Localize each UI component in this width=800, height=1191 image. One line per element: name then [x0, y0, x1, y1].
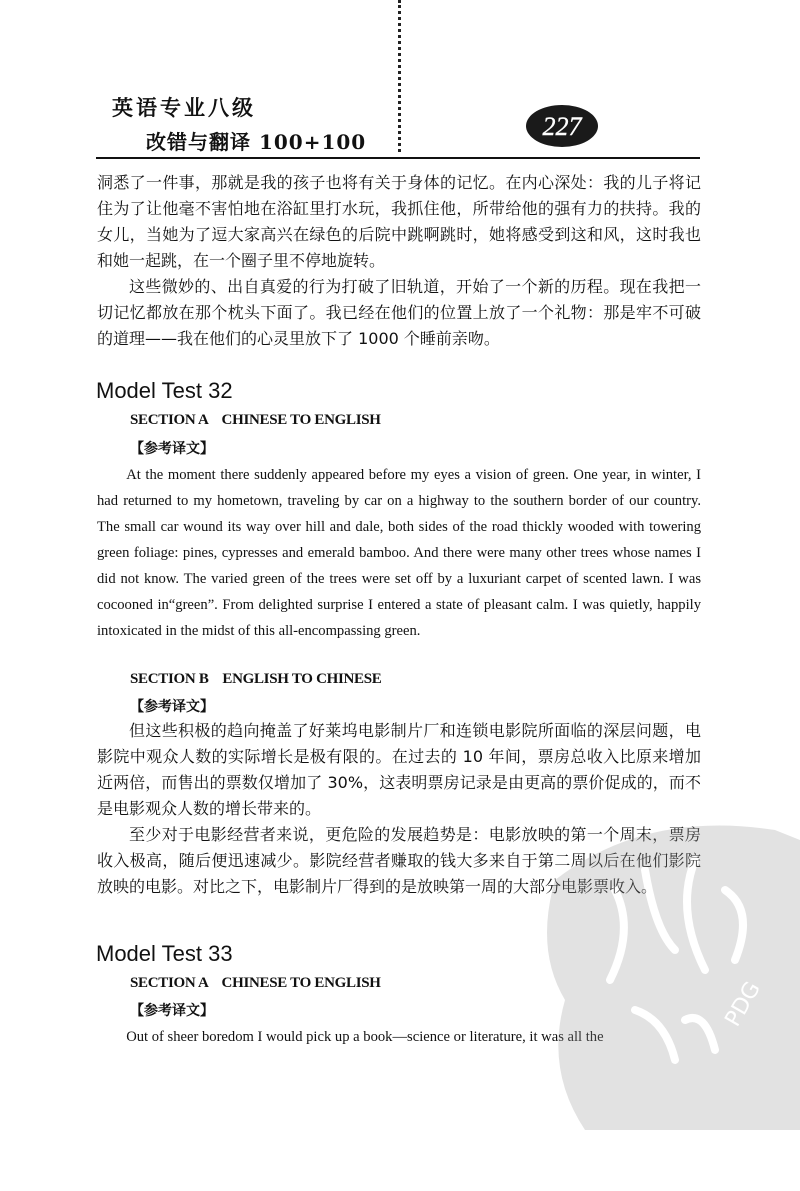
body-paragraph: 这些微妙的、出自真爱的行为打破了旧轨道，开始了一个新的历程。现在我把一切记忆都放在那个枕头下面了。我已经在他们的位置上放了一个礼物：那是牢不可破的道理——我在他们的心灵里放下了 1000 个睡前亲吻。: [97, 277, 701, 348]
chinese-translation-paragraph: 至少对于电影经营者来说，更危险的发展趋势是：电影放映的第一个周末，票房收入极高，随后便迅速减少。影院经营者赚取的钱大多来自于第二周以后在他们影院放映的电影。对比之下，电影制片厂得到的是放映第一周的大部分电影票收入。: [97, 825, 701, 896]
reference-label: 【参考译文】: [130, 1003, 214, 1019]
book-title-line1: 英语专业八级: [112, 95, 256, 120]
book-title-line2: 改错与翻译 100+100: [146, 130, 367, 154]
section-heading: SECTION A CHINESE TO ENGLISH: [130, 412, 381, 428]
model-test-title: Model Test 32: [96, 378, 233, 403]
english-translation-paragraph: Out of sheer boredom I would pick up a book—science or literature, it was all the: [126, 1029, 604, 1045]
watermark-text: PDG: [720, 977, 766, 1031]
reference-label: 【参考译文】: [130, 441, 214, 457]
page-number-badge: [524, 103, 600, 149]
header-dotted-divider: [398, 0, 401, 152]
model-test-title: Model Test 33: [96, 941, 233, 966]
watermark-seal: [525, 770, 800, 1130]
body-paragraph: 洞悉了一件事，那就是我的孩子也将有关于身体的记忆。在内心深处：我的儿子将记住为了让他毫不害怕地在浴缸里打水玩，我抓住他，所带给他的强有力的扶持。我的女儿，当她为了逗大家高兴在绿色的后院中跳啊跳时，她将感受到这和风，这时我也和她一起跳，在一个圈子里不停地旋转。: [97, 173, 701, 270]
header-rule: [96, 157, 700, 159]
page-number: 227: [542, 112, 582, 141]
reference-label: 【参考译文】: [130, 699, 214, 715]
section-heading: SECTION B ENGLISH TO CHINESE: [130, 671, 382, 687]
chinese-translation-paragraph: 但这些积极的趋向掩盖了好莱坞电影制片厂和连锁电影院所面临的深层问题，电影院中观众人数的实际增长是极有限的。在过去的 10 年间，票房总收入比原来增加近两倍，而售出的票数仅增加了 30%，这表明票房记录是由更高的票价促成的，而不是电影观众人数的增长带来的。: [97, 721, 701, 818]
english-translation-paragraph: At the moment there suddenly appeared before my eyes a vision of green. One year, in winter, I had returned to my hometown, traveling by car on a highway to the southern border of our country. The small car wound its way over hill and dale, both sides of the road thickly wooded with towering green foliage: pines, cypresses and emerald bamboo. And there were many other trees whose names I did not know. The varied green of the trees were set off by a luxuriant carpet of scented lawn. I was cocooned in“green”. From delighted surprise I entered a state of pleasant calm. I was quietly, happily intoxicated in the midst of this all-encompassing green.: [97, 467, 701, 639]
section-heading: SECTION A CHINESE TO ENGLISH: [130, 975, 381, 991]
